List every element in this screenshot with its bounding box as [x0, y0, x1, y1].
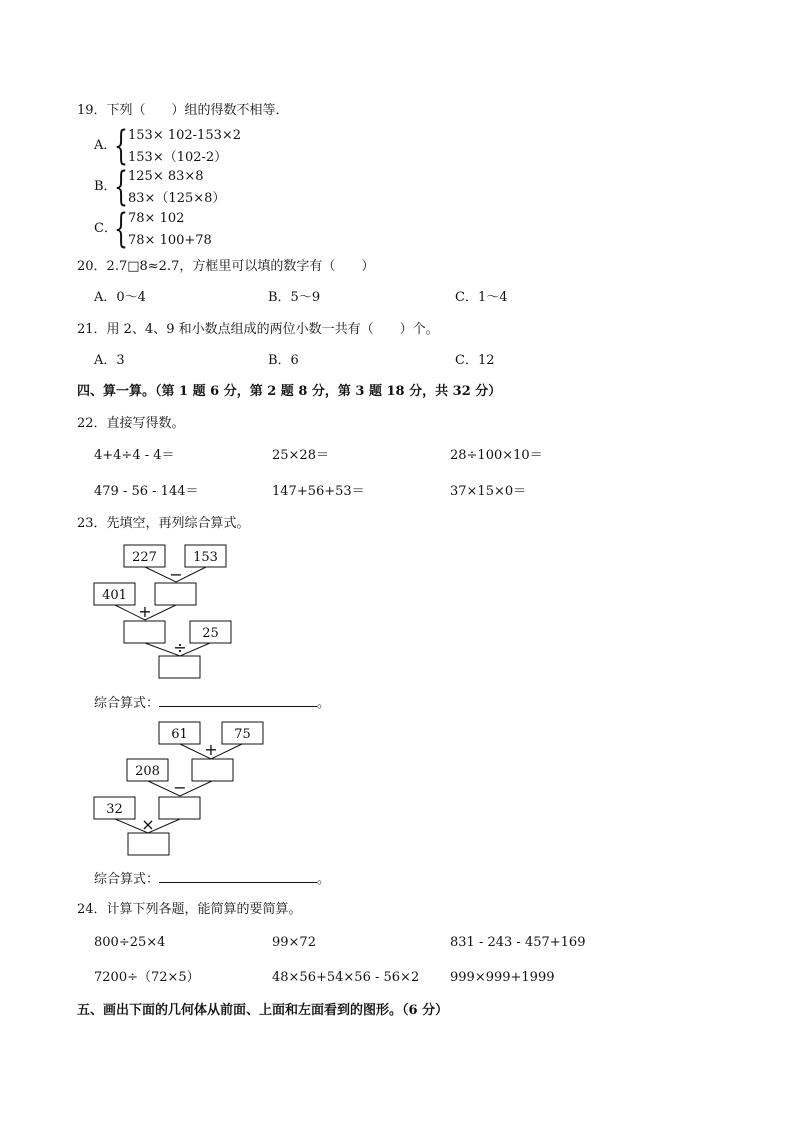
q23-formula-2: [94, 870, 330, 888]
d1-box-blank-1: [155, 583, 196, 605]
q20-option-c: C．1～4: [455, 290, 508, 305]
q19-option-a-line1: 153× 102-153×2: [128, 128, 242, 143]
q22-item-2: 25×28＝: [272, 448, 329, 463]
q19-option-c-line1: 78× 102: [128, 211, 185, 226]
q19-option-b-label: B．: [94, 179, 117, 194]
d1-text-25: 25: [202, 626, 219, 641]
q19-option-c-brace: {: [114, 206, 128, 252]
q24-item-5: 48×56+54×56 - 56×2: [272, 970, 420, 985]
d1-op-minus: −: [169, 565, 183, 584]
q22-item-6: 37×15×0＝: [450, 484, 527, 499]
d2-box-blank-2: [159, 797, 200, 819]
d1-op-divide: ÷: [173, 638, 187, 657]
q24-item-2: 99×72: [272, 935, 316, 950]
d2-text-208: 208: [135, 764, 160, 779]
d1-text-401: 401: [102, 588, 127, 603]
q24-item-1: 800÷25×4: [94, 935, 166, 950]
d2-box-blank-1: [192, 759, 233, 781]
d1-box-blank-2: [124, 621, 165, 643]
d1-box-blank-3: [159, 656, 200, 678]
q20-option-a: A．0～4: [94, 290, 146, 305]
d2-box-blank-3: [128, 833, 169, 855]
q21-option-c: C．12: [455, 353, 495, 368]
q20-stem: 20．2.7□8≈2.7，方框里可以填的数字有（ ）: [77, 259, 375, 274]
d2-text-32: 32: [106, 802, 123, 817]
d2-op-minus: −: [173, 778, 187, 797]
q21-option-b: B．6: [268, 353, 299, 368]
d2-text-61: 61: [171, 727, 188, 742]
q22-stem: 22．直接写得数。: [77, 416, 185, 431]
q23-formula-1-answer-line[interactable]: [159, 694, 317, 707]
q19-option-a-brace: {: [114, 123, 128, 169]
q19-option-a-label: A．: [94, 138, 117, 153]
d1-text-153: 153: [193, 550, 218, 565]
q23-formula-2-answer-line[interactable]: [159, 870, 317, 883]
q22-item-3: 28÷100×10＝: [450, 448, 543, 463]
q23-formula-1-period: 。: [317, 696, 331, 711]
q23-formula-2-period: 。: [317, 872, 331, 887]
section-5-heading: 五、画出下面的几何体从前面、上面和左面看到的图形。（6 分）: [77, 1003, 449, 1018]
d1-op-plus: +: [138, 602, 152, 621]
q21-stem: 21．用 2、4、9 和小数点组成的两位小数一共有（ ）个。: [77, 322, 439, 337]
q19-option-a-line2: 153×（102-2）: [128, 150, 228, 165]
q19-option-b-line2: 83×（125×8）: [128, 191, 226, 206]
d2-op-times: ×: [141, 815, 155, 834]
q22-item-4: 479 - 56 - 144＝: [94, 484, 199, 499]
q24-item-6: 999×999+1999: [450, 970, 555, 985]
q19-option-b-line1: 125× 83×8: [128, 169, 204, 184]
q24-stem: 24．计算下列各题，能简算的要简算。: [77, 902, 302, 917]
q24-item-4: 7200÷（72×5）: [94, 970, 200, 985]
q24-item-3: 831 - 243 - 457+169: [450, 935, 586, 950]
q23-formula-1-label: 综合算式：: [94, 696, 160, 711]
d1-text-227: 227: [132, 550, 157, 565]
q21-option-a: A．3: [94, 353, 125, 368]
q19-option-b-brace: {: [114, 164, 128, 210]
q19-stem: 19．下列（ ）组的得数不相等．: [77, 103, 289, 118]
q22-item-5: 147+56+53＝: [272, 484, 365, 499]
q22-item-1: 4+4÷4 - 4＝: [94, 448, 175, 463]
section-4-heading: 四、算一算。（第 1 题 6 分，第 2 题 8 分，第 3 题 18 分，共 32 分）: [77, 384, 502, 399]
d2-op-plus: +: [204, 740, 218, 759]
q23-formula-1: [94, 694, 330, 712]
q19-option-c-label: C．: [94, 221, 117, 236]
q20-option-b: B．5～9: [268, 290, 321, 305]
d2-text-75: 75: [234, 727, 251, 742]
q23-stem: 23．先填空，再列综合算式。: [77, 516, 250, 531]
q19-option-c-line2: 78× 100+78: [128, 233, 212, 248]
q23-formula-2-label: 综合算式：: [94, 872, 160, 887]
